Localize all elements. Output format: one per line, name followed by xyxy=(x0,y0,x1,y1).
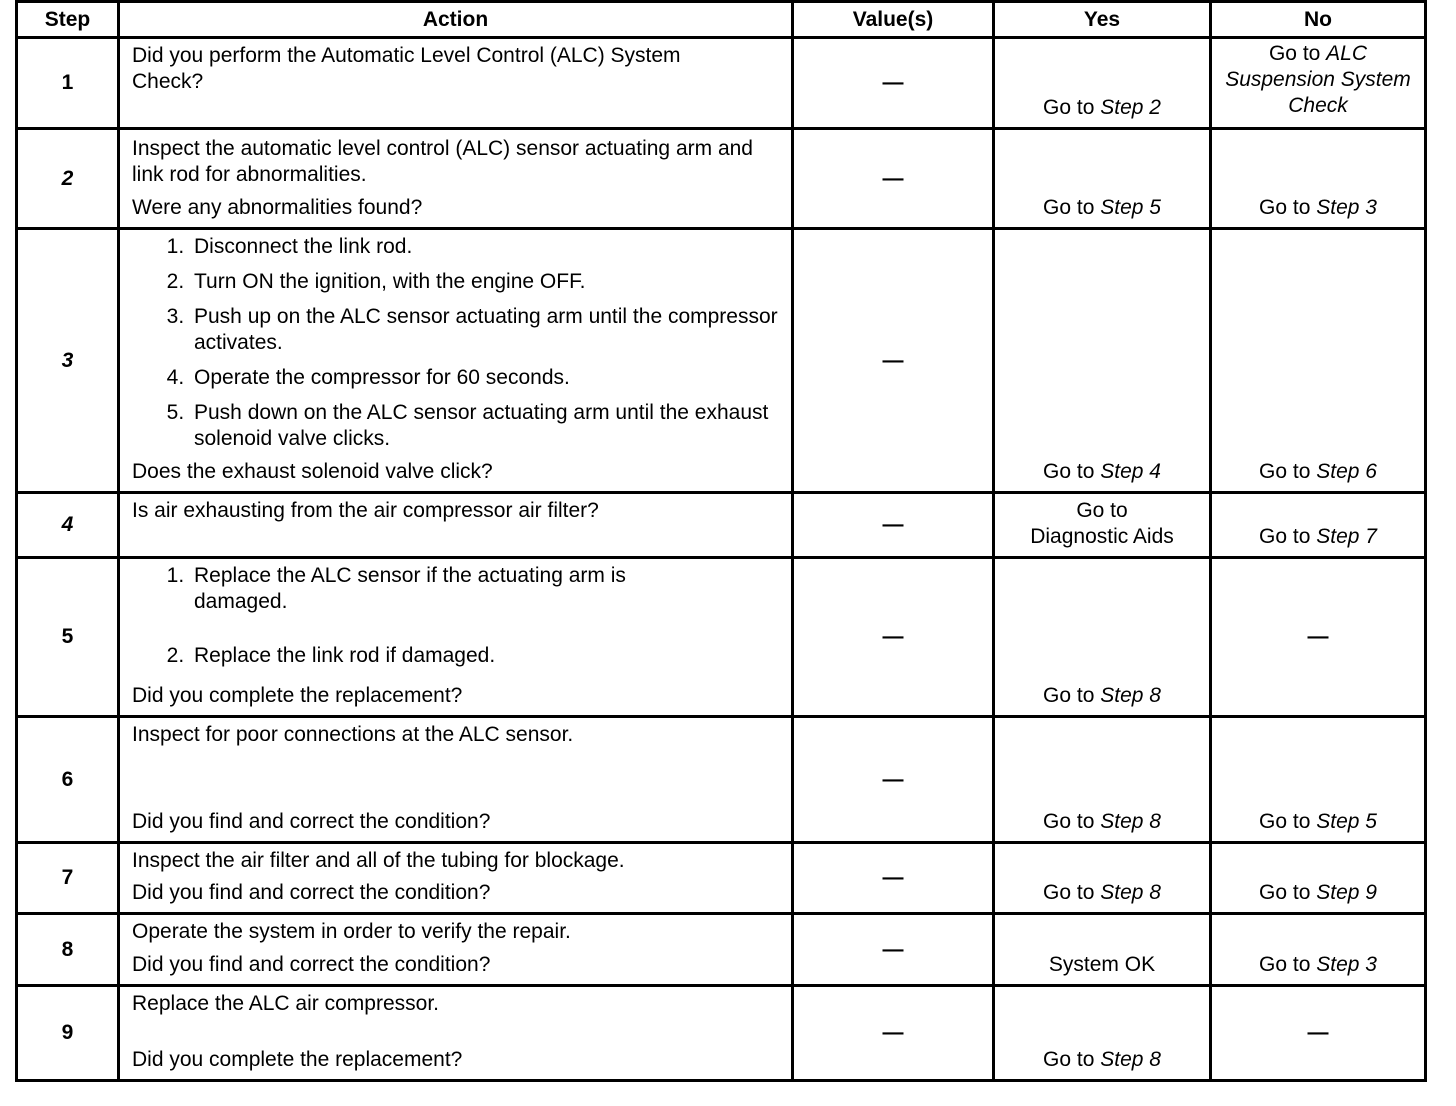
action-cell xyxy=(119,914,793,986)
no-prefix: Go to xyxy=(1259,525,1317,548)
table-row xyxy=(17,493,1426,558)
no-prefix: Go to xyxy=(1268,42,1327,65)
action-cell xyxy=(119,843,793,914)
yes-cell xyxy=(994,229,1211,493)
question-text: Did you find and correct the condition? xyxy=(132,810,491,833)
no-cell xyxy=(1211,38,1426,129)
yes-text xyxy=(995,195,1209,221)
value-cell: — xyxy=(793,558,994,717)
value-cell: — xyxy=(793,229,994,493)
action-cell xyxy=(119,986,793,1081)
step-number: 3 xyxy=(17,229,119,493)
action-list xyxy=(132,563,781,669)
yes-prefix: Go to xyxy=(1043,460,1101,483)
no-cell xyxy=(1211,717,1426,843)
no-cell xyxy=(1211,129,1426,229)
value-cell: — xyxy=(793,129,994,229)
no-link[interactable]: ALC Suspension System Check xyxy=(1225,42,1411,117)
question-text: Did you find and correct the condition? xyxy=(132,953,491,976)
yes-prefix: Go to xyxy=(1043,684,1101,707)
yes-text xyxy=(995,683,1209,709)
no-cell: — xyxy=(1211,986,1426,1081)
yes-prefix: Go to xyxy=(1043,1048,1101,1071)
no-prefix: Go to xyxy=(1259,196,1317,219)
yes-prefix: Go to xyxy=(1043,96,1101,119)
value-cell: — xyxy=(793,717,994,843)
yes-link[interactable]: Step 2 xyxy=(1100,96,1161,119)
no-prefix: Go to xyxy=(1259,953,1317,976)
value-cell: — xyxy=(793,914,994,986)
step-number: 4 xyxy=(17,493,119,558)
action-cell xyxy=(119,129,793,229)
yes-link[interactable]: Step 8 xyxy=(1100,881,1161,904)
action-cell xyxy=(119,717,793,843)
question-text: Does the exhaust solenoid valve click? xyxy=(132,460,493,483)
no-link[interactable]: Step 7 xyxy=(1316,525,1377,548)
question-text: Did you complete the replacement? xyxy=(132,684,463,707)
list-item: 3. Push up on the ALC sensor actuating arm until the compressor activates. xyxy=(190,304,781,356)
question-text: Did you find and correct the condition? xyxy=(132,881,491,904)
yes-text xyxy=(995,459,1209,485)
table-row xyxy=(17,986,1426,1081)
step-number: 5 xyxy=(17,558,119,717)
step-number: 8 xyxy=(17,914,119,986)
list-item: 2. Replace the link rod if damaged. xyxy=(190,643,781,669)
step-number: 7 xyxy=(17,843,119,914)
action-text: Is air exhausting from the air compressor air filter? xyxy=(132,499,599,522)
step-number: 2 xyxy=(17,129,119,229)
no-text xyxy=(1212,459,1424,485)
no-cell xyxy=(1211,493,1426,558)
yes-cell xyxy=(994,717,1211,843)
no-text xyxy=(1212,524,1424,550)
table-row xyxy=(17,229,1426,493)
no-link[interactable]: Step 6 xyxy=(1316,460,1377,483)
yes-cell xyxy=(994,493,1211,558)
no-prefix: Go to xyxy=(1259,460,1317,483)
list-item: 4. Operate the compressor for 60 seconds. xyxy=(190,365,781,391)
action-cell xyxy=(119,229,793,493)
yes-cell xyxy=(994,843,1211,914)
table-row xyxy=(17,914,1426,986)
question-text: Did you complete the replacement? xyxy=(132,1048,463,1071)
step-number: 9 xyxy=(17,986,119,1081)
yes-link[interactable]: Step 4 xyxy=(1100,460,1161,483)
yes-cell xyxy=(994,914,1211,986)
table-row xyxy=(17,558,1426,717)
yes-text xyxy=(995,1047,1209,1073)
list-item: 1. Replace the ALC sensor if the actuating arm is damaged. xyxy=(190,563,714,615)
yes-link[interactable]: Step 5 xyxy=(1100,196,1161,219)
value-cell: — xyxy=(793,493,994,558)
header-yes: Yes xyxy=(994,2,1211,38)
no-link[interactable]: Step 9 xyxy=(1316,881,1377,904)
no-text xyxy=(1212,880,1424,906)
action-list xyxy=(132,234,781,452)
list-item: 1. Disconnect the link rod. xyxy=(190,234,781,260)
table-row xyxy=(17,38,1426,129)
action-text: Did you perform the Automatic Level Control (ALC) System Check? xyxy=(132,44,681,93)
yes-text[interactable]: Go to Diagnostic Aids xyxy=(1030,499,1174,548)
no-cell xyxy=(1211,843,1426,914)
step-number: 6 xyxy=(17,717,119,843)
no-link[interactable]: Step 5 xyxy=(1316,810,1377,833)
no-text xyxy=(1212,809,1424,835)
yes-prefix: Go to xyxy=(1043,196,1101,219)
action-text: Inspect for poor connections at the ALC sensor. xyxy=(132,723,574,746)
no-cell xyxy=(1211,229,1426,493)
yes-text xyxy=(995,809,1209,835)
question-text: Were any abnormalities found? xyxy=(132,196,423,219)
yes-link[interactable]: Step 8 xyxy=(1100,810,1161,833)
yes-text xyxy=(995,880,1209,906)
action-cell xyxy=(119,493,793,558)
no-text xyxy=(1212,195,1424,221)
header-action: Action xyxy=(119,2,793,38)
no-prefix: Go to xyxy=(1259,810,1317,833)
no-link[interactable]: Step 3 xyxy=(1316,196,1377,219)
yes-prefix: Go to xyxy=(1043,810,1101,833)
yes-cell xyxy=(994,986,1211,1081)
header-step: Step xyxy=(17,2,119,38)
step-number: 1 xyxy=(17,38,119,129)
action-text: Inspect the automatic level control (ALC) sensor actuating arm and link rod for abnormalities. xyxy=(132,137,753,186)
yes-text xyxy=(995,95,1209,121)
no-prefix: Go to xyxy=(1259,881,1317,904)
no-cell: — xyxy=(1211,558,1426,717)
header-values: Value(s) xyxy=(793,2,994,38)
yes-cell xyxy=(994,129,1211,229)
table-row xyxy=(17,129,1426,229)
action-text: Inspect the air filter and all of the tubing for blockage. xyxy=(132,849,625,872)
action-cell xyxy=(119,558,793,717)
list-item: 5. Push down on the ALC sensor actuating arm until the exhaust solenoid valve clicks. xyxy=(190,400,781,452)
table-row xyxy=(17,717,1426,843)
header-row xyxy=(17,2,1426,38)
header-no: No xyxy=(1211,2,1426,38)
list-item: 2. Turn ON the ignition, with the engine OFF. xyxy=(190,269,781,295)
no-cell xyxy=(1211,914,1426,986)
table-row xyxy=(17,843,1426,914)
diagnostic-table xyxy=(15,0,1427,1082)
yes-text: System OK xyxy=(1048,953,1156,976)
action-text: Operate the system in order to verify the repair. xyxy=(132,920,571,943)
no-link[interactable]: Step 3 xyxy=(1316,953,1377,976)
yes-prefix: Go to xyxy=(1043,881,1101,904)
yes-link[interactable]: Step 8 xyxy=(1100,1048,1161,1071)
action-cell xyxy=(119,38,793,129)
action-text: Replace the ALC air compressor. xyxy=(132,992,439,1015)
value-cell: — xyxy=(793,38,994,129)
yes-cell xyxy=(994,38,1211,129)
value-cell: — xyxy=(793,986,994,1081)
no-text xyxy=(1212,952,1424,978)
value-cell: — xyxy=(793,843,994,914)
no-text xyxy=(1212,39,1424,119)
yes-cell xyxy=(994,558,1211,717)
yes-link[interactable]: Step 8 xyxy=(1100,684,1161,707)
